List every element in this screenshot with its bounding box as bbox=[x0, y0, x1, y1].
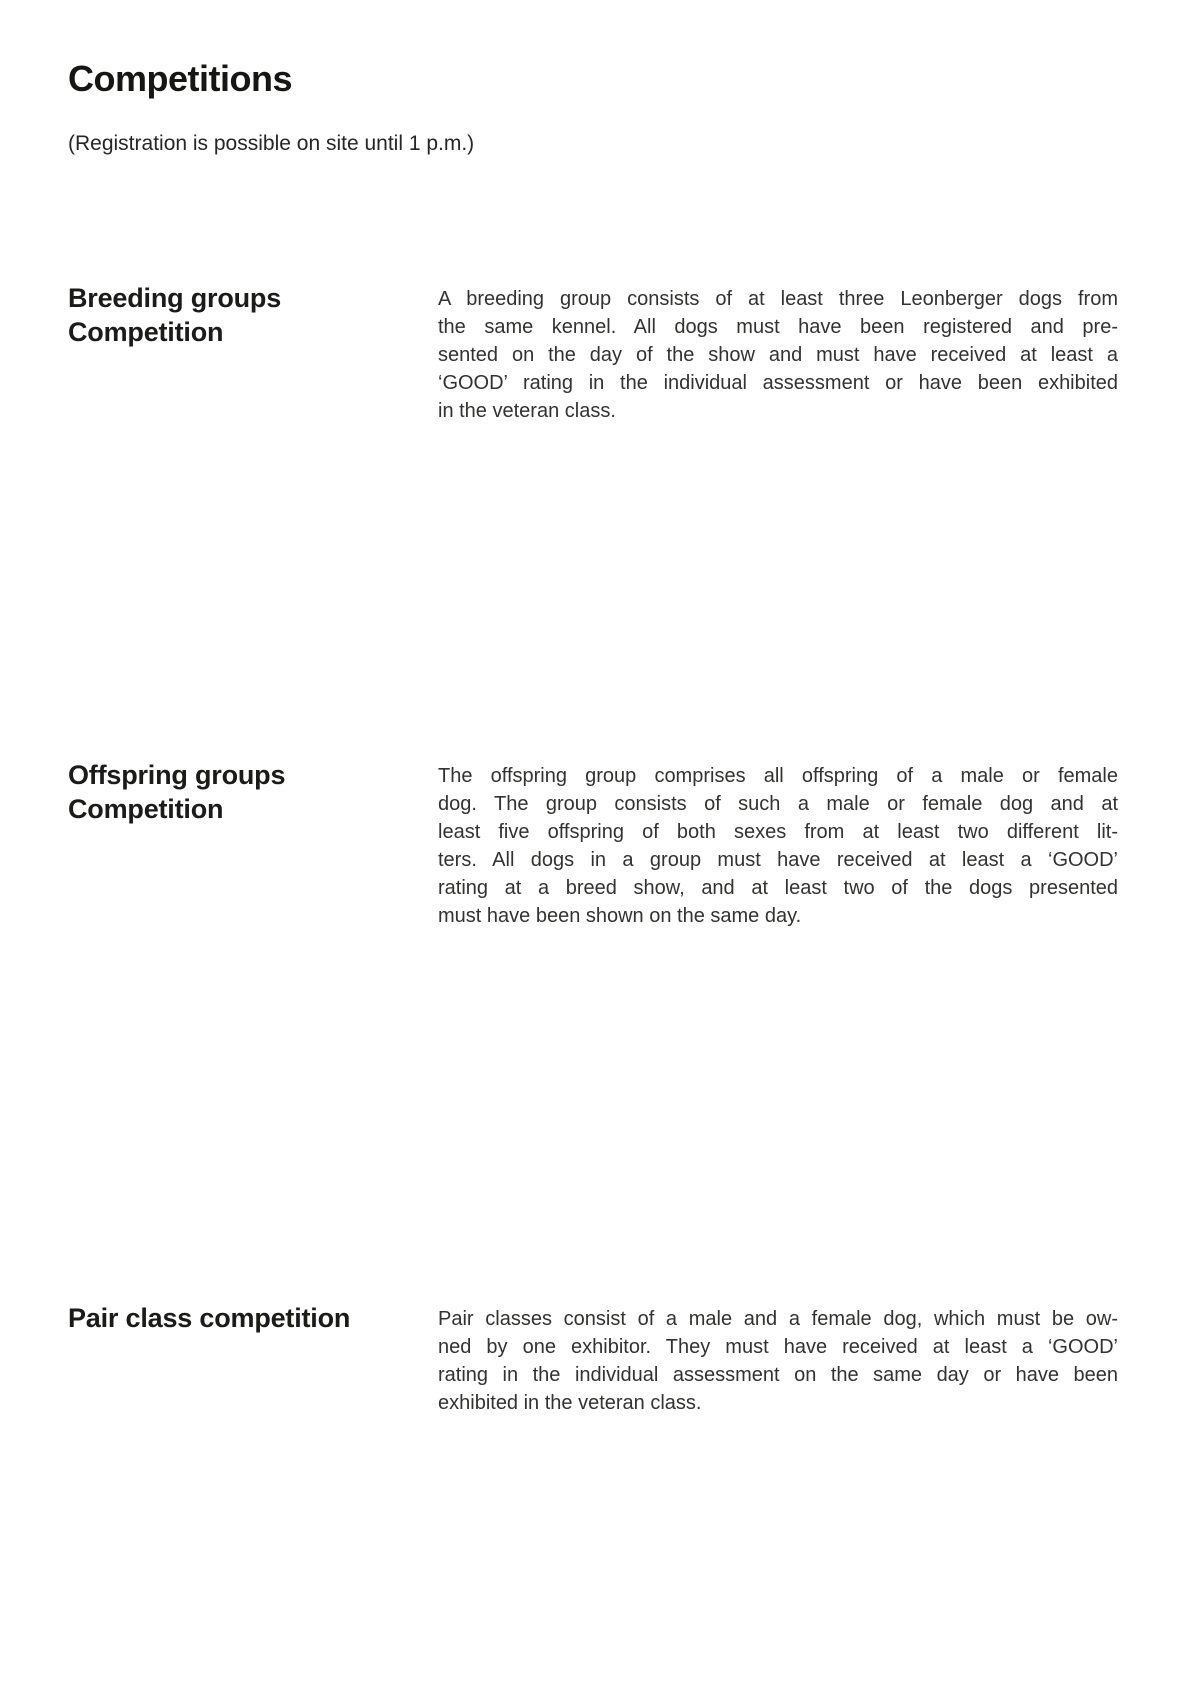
text-line: The offspring group comprises all offspring of a male or female bbox=[438, 765, 1118, 787]
text-line: ‘GOOD’ rating in the individual assessment or have been exhibited bbox=[438, 372, 1118, 394]
page-title: Competitions bbox=[68, 58, 292, 99]
section-heading bbox=[68, 758, 423, 826]
heading-line: Competition bbox=[68, 317, 224, 347]
heading-line: Competition bbox=[68, 794, 224, 824]
text-line: least five offspring of both sexes from at least two different lit- bbox=[438, 821, 1118, 843]
heading-line: Pair class competition bbox=[68, 1303, 351, 1333]
text-line: rating in the individual assessment on the same day or have been bbox=[438, 1364, 1118, 1386]
heading-line: Breeding groups bbox=[68, 283, 282, 313]
text-line: ters. All dogs in a group must have received at least a ‘GOOD’ bbox=[438, 849, 1118, 871]
section-body-paragraph bbox=[438, 285, 1118, 425]
text-line: dog. The group consists of such a male or female dog and at bbox=[438, 793, 1118, 815]
text-line: in the veteran class. bbox=[438, 400, 616, 422]
text-line: sented on the day of the show and must have received at least a bbox=[438, 344, 1118, 366]
text-line: must have been shown on the same day. bbox=[438, 905, 802, 927]
text-line: rating at a breed show, and at least two of the dogs presented bbox=[438, 877, 1118, 899]
section-body-paragraph bbox=[438, 1305, 1118, 1417]
text-line: the same kennel. All dogs must have been registered and pre- bbox=[438, 316, 1118, 338]
section-heading bbox=[68, 281, 423, 349]
section-heading bbox=[68, 1301, 423, 1335]
text-line: A breeding group consists of at least three Leonberger dogs from bbox=[438, 288, 1118, 310]
heading-line: Offspring groups bbox=[68, 760, 286, 790]
section-body-paragraph bbox=[438, 762, 1118, 930]
text-line: exhibited in the veteran class. bbox=[438, 1392, 702, 1414]
page-subtitle: (Registration is possible on site until 1 p.m.) bbox=[68, 132, 475, 155]
text-line: ned by one exhibitor. They must have received at least a ‘GOOD’ bbox=[438, 1336, 1118, 1358]
text-line: Pair classes consist of a male and a female dog, which must be ow- bbox=[438, 1308, 1118, 1330]
